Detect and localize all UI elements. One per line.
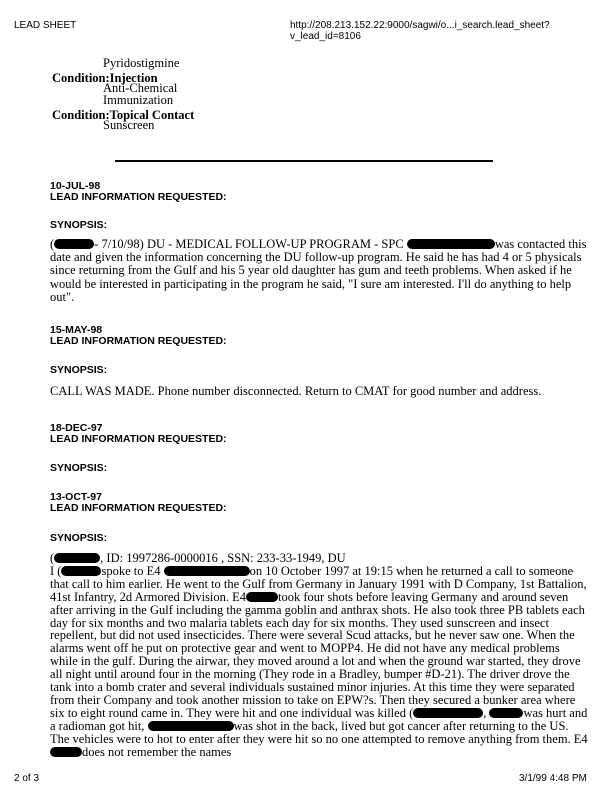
lead-info-label: LEAD INFORMATION REQUESTED:: [50, 502, 227, 514]
redaction-mark: [246, 592, 278, 602]
lead-info-label: LEAD INFORMATION REQUESTED:: [50, 335, 227, 347]
synopsis-label: SYNOPSIS:: [50, 462, 108, 474]
page-number: 2 of 3: [14, 773, 40, 784]
synopsis-label: SYNOPSIS:: [50, 532, 108, 544]
synopsis-label: SYNOPSIS:: [50, 364, 108, 376]
redaction-mark: [164, 566, 250, 576]
entry-date: 10-JUL-98: [50, 180, 101, 192]
divider: [115, 160, 493, 162]
item-pyridostigmine: Pyridostigmine: [103, 56, 180, 70]
redaction-mark: [413, 708, 483, 718]
entry-date: 13-OCT-97: [50, 491, 102, 503]
entry-date: 15-MAY-98: [50, 324, 103, 336]
synopsis-label: SYNOPSIS:: [50, 219, 108, 231]
condition-label: Condition:: [52, 108, 110, 122]
lead-info-label: LEAD INFORMATION REQUESTED:: [50, 433, 227, 445]
header-url: http://208.213.152.22:9000/sagwi/o...i_search.lead_sheet?v_lead_id=8106: [290, 20, 550, 42]
header-title: LEAD SHEET: [14, 20, 77, 31]
item-sunscreen: Sunscreen: [103, 118, 155, 132]
redaction-mark: [489, 708, 523, 718]
item-immunization: Immunization: [103, 93, 174, 107]
redaction-mark: [407, 239, 495, 249]
synopsis-text: ( - 7/10/98) DU - MEDICAL FOLLOW-UP PROGRAM - SPC was contacted this date and given the information concerning the DU follow-up program. He said he has had 4 or 5 physicals since returning from the Gulf and his 5 year old daughter has gum and teeth problems. When asked if he would be interested in participating in the program he said, "I sure am interested. I'll do anything to help out".: [50, 237, 587, 304]
condition-value: Injection: [109, 71, 158, 85]
condition-label: Condition:: [52, 71, 110, 85]
redaction-mark: [54, 553, 100, 563]
redaction-mark: [50, 747, 82, 757]
print-timestamp: 3/1/99 4:48 PM: [519, 773, 587, 784]
synopsis-text: ( , ID: 1997286-0000016 , SSN: 233-33-1949, DU I ( spoke to E4 on 10 October 1997 at 19:15 when he returned a call to someone that call to him earlier. He went to the Gulf from Germany in January 1991 with D Company, 1st Battalion, 41st Infantry, 2d Armored Division. E4 took four shots before leaving Germany and around seven after arriving in the Gulf including the gamma goblin and anthrax shots. He also took three PB tablets each day for six months and two malaria tablets each day for six months. They used sunscreen and insect repellent, but did not used insecticides. There were several Scud attacks, but he never saw one. When the alarms went off he put on protective gear and went to MOPP4. He did not have any medical problems while in the gulf. During the airwar, they moved around a lot and when the ground war started, they drove all night until around four in the morning (They rode in a Bradley, bumper #D-21). The driver drove the tank into a bomb crater and several individuals sustained minor injuries. At this time they were separated from their Company and took another mission to take on EPW?s. Then they secured a bunker area where six to eight round came in. They were hit and one individual was killed ( , was hurt and a radioman got hit, was shot in the back, lived but got cancer after returning to the US. The vehicles were to hot to enter after they were hit so no one attempted to remove anything from them. E4does not remember the names: [50, 551, 588, 759]
item-anti-chemical: Anti-Chemical: [103, 81, 178, 95]
lead-info-label: LEAD INFORMATION REQUESTED:: [50, 191, 227, 203]
condition-value: Topical Contact: [109, 108, 195, 122]
synopsis-text: CALL WAS MADE. Phone number disconnected. Return to CMAT for good number and address.: [50, 384, 542, 398]
redaction-mark: [61, 566, 101, 576]
redaction-mark: [54, 239, 94, 249]
entry-date: 18-DEC-97: [50, 422, 103, 434]
redaction-mark: [148, 721, 234, 731]
